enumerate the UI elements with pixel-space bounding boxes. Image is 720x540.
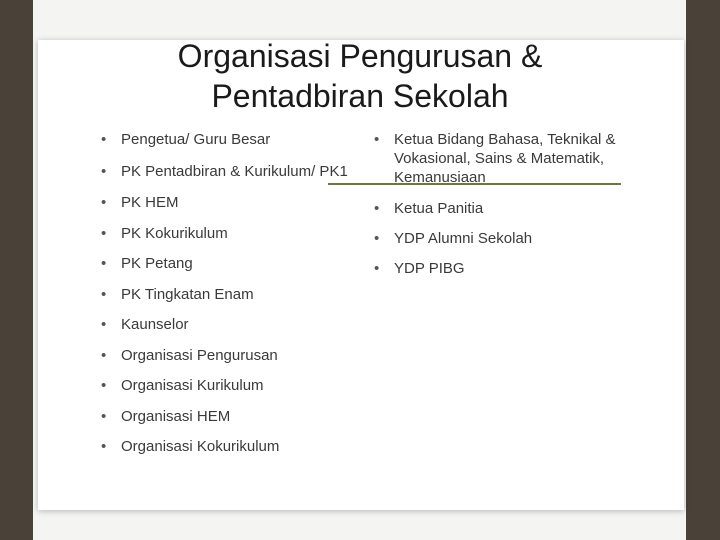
list-item-text: PK HEM (121, 194, 179, 211)
title-line-1: Organisasi Pengurusan & (177, 38, 543, 74)
slide-title (0, 36, 720, 116)
bullet-icon: • (101, 131, 107, 148)
bullet-icon: • (101, 407, 107, 425)
list-item (99, 130, 349, 149)
list-item (372, 229, 632, 248)
list-item (99, 315, 349, 334)
bullet-icon: • (101, 224, 107, 242)
list-item-text: PK Petang (121, 255, 193, 272)
list-item (99, 376, 349, 395)
bullet-icon: • (101, 285, 107, 303)
list-item (99, 193, 349, 212)
list-item (99, 346, 349, 365)
list-item-text: Pengetua/ Guru Besar (121, 131, 271, 148)
bullet-icon: • (101, 346, 107, 364)
list-item-text: Organisasi Pengurusan (121, 346, 278, 364)
bullet-icon: • (374, 131, 380, 148)
bullet-icon: • (374, 260, 380, 277)
title-line-2: Pentadbiran Sekolah (211, 78, 509, 114)
left-bullet-list (99, 130, 349, 468)
bullet-icon: • (374, 200, 380, 217)
list-item (99, 224, 349, 243)
bullet-icon: • (101, 255, 107, 272)
right-bullet-list (372, 130, 632, 289)
list-item (99, 162, 349, 181)
bullet-icon: • (101, 316, 107, 333)
list-item (99, 285, 349, 304)
list-item (99, 254, 349, 273)
list-item-text: Ketua Bidang Bahasa, Teknikal & Vokasional, Sains & Matematik, Kemanusiaan (394, 131, 616, 186)
list-item (372, 130, 632, 187)
list-item (372, 259, 632, 278)
list-item (99, 407, 349, 426)
list-item-text: PK Pentadbiran & Kurikulum/ PK1 (121, 163, 348, 180)
list-item-text: Organisasi Kurikulum (121, 377, 264, 394)
list-item (99, 437, 349, 456)
list-item (372, 199, 632, 218)
bullet-icon: • (374, 230, 380, 247)
list-item-text: Organisasi HEM (121, 407, 231, 425)
bullet-icon: • (101, 194, 107, 211)
list-item-text: Organisasi Kokurikulum (121, 438, 280, 455)
bullet-icon: • (101, 438, 107, 455)
list-item-text: Ketua Panitia (394, 200, 484, 217)
bullet-icon: • (101, 163, 107, 180)
list-item-text: PK Kokurikulum (121, 224, 228, 242)
list-item-text: Kaunselor (121, 316, 189, 333)
list-item-text: PK Tingkatan Enam (121, 285, 254, 303)
bullet-icon: • (101, 377, 107, 394)
list-item-text: YDP PIBG (394, 260, 465, 277)
list-item-text: YDP Alumni Sekolah (394, 230, 533, 247)
